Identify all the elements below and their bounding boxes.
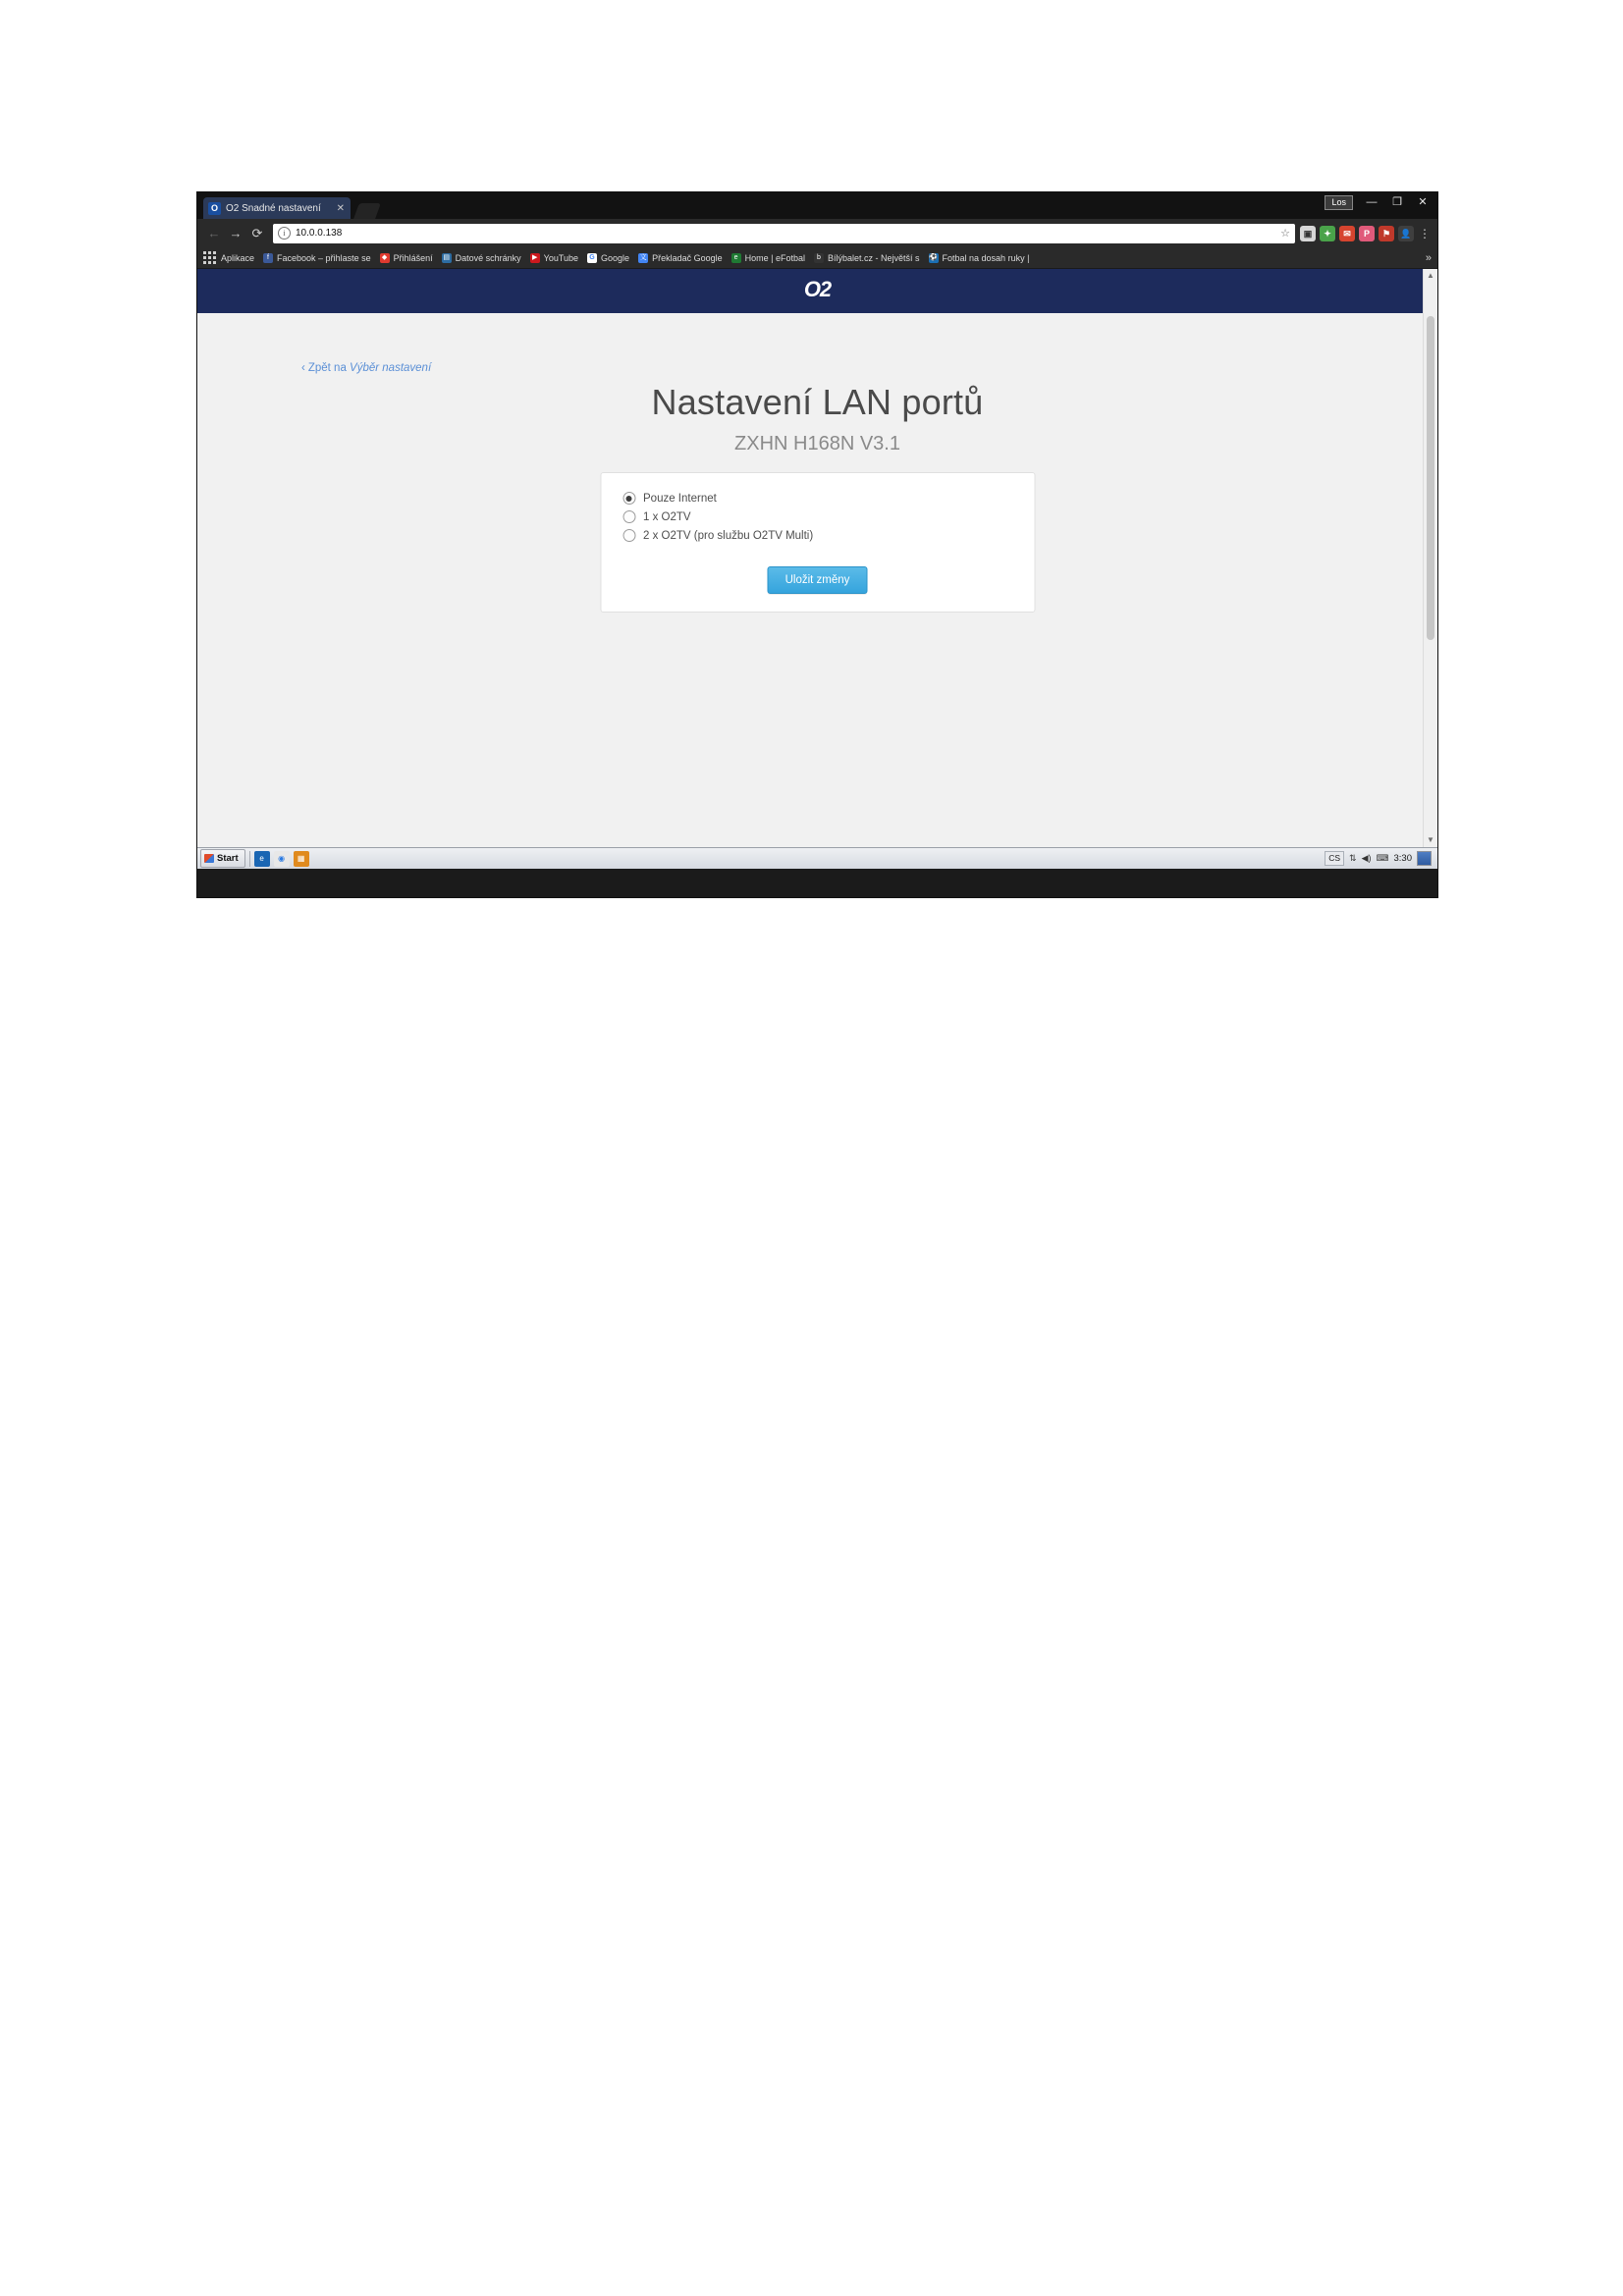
efotbal-icon: e bbox=[731, 253, 741, 263]
system-tray bbox=[1325, 851, 1434, 866]
bookmark-label: Datové schránky bbox=[455, 252, 521, 263]
network-icon[interactable]: ⇅ bbox=[1349, 853, 1357, 863]
bookmark-item[interactable] bbox=[587, 253, 629, 263]
bookmarks-bar bbox=[197, 247, 1437, 269]
bookmark-label: YouTube bbox=[543, 252, 579, 263]
tab-favicon-icon: O bbox=[208, 202, 221, 215]
google-translate-icon: 文 bbox=[639, 253, 647, 261]
page-title: Nastavení LAN portů bbox=[651, 382, 984, 422]
bookmark-item[interactable] bbox=[442, 253, 521, 263]
scrollbar-thumb[interactable] bbox=[1427, 316, 1434, 640]
page-subtitle: ZXHN H168N V3.1 bbox=[734, 433, 900, 454]
minimize-icon[interactable]: — bbox=[1366, 196, 1378, 208]
radio-internet-only[interactable] bbox=[622, 492, 635, 505]
bookmark-label: Přihlášení bbox=[393, 252, 433, 263]
volume-icon[interactable]: ◀) bbox=[1361, 853, 1372, 863]
bookmark-label: Home | eFotbal bbox=[744, 252, 805, 263]
apps-grid-icon[interactable] bbox=[203, 251, 216, 264]
bookmark-item[interactable] bbox=[380, 253, 433, 263]
browser-toolbar bbox=[197, 219, 1437, 247]
reload-icon[interactable]: ⟳ bbox=[251, 225, 263, 240]
google-icon: G bbox=[587, 253, 597, 263]
bookmark-apps-label: Aplikace bbox=[221, 252, 255, 263]
bookmark-label: Google bbox=[601, 252, 630, 263]
bookmark-item[interactable] bbox=[530, 253, 578, 263]
radio-two-o2tv[interactable] bbox=[622, 529, 635, 542]
maximize-icon[interactable]: ❐ bbox=[1392, 196, 1402, 208]
page-scrollbar[interactable] bbox=[1423, 269, 1437, 847]
extensions-area bbox=[1300, 226, 1414, 241]
bookmark-label: Bílýbalet.cz - Největší s bbox=[827, 252, 920, 263]
extension-pocket-icon[interactable]: P bbox=[1359, 226, 1375, 241]
option-label: 1 x O2TV bbox=[643, 510, 691, 523]
taskbar-app-icon[interactable]: ▦ bbox=[294, 851, 309, 867]
extension-mail-icon[interactable]: ✉ bbox=[1339, 226, 1355, 241]
start-button[interactable] bbox=[200, 849, 245, 868]
youtube-icon: ▶ bbox=[530, 253, 540, 263]
taskbar-chrome-icon[interactable]: ◉ bbox=[274, 851, 290, 867]
bookmark-item[interactable] bbox=[814, 253, 920, 263]
login-icon: ◆ bbox=[380, 253, 390, 263]
tab-close-icon[interactable]: ✕ bbox=[336, 202, 345, 214]
tab-title: O2 Snadné nastavení bbox=[226, 202, 321, 214]
language-indicator[interactable]: CS bbox=[1325, 851, 1344, 866]
back-to-settings-link[interactable] bbox=[301, 362, 431, 374]
tab-strip bbox=[197, 192, 382, 219]
save-button-row bbox=[601, 566, 1034, 594]
option-row-internet-only[interactable] bbox=[601, 489, 1034, 507]
lan-ports-card bbox=[600, 472, 1035, 613]
o2-logo-icon[interactable]: O2 bbox=[803, 277, 832, 301]
option-label: 2 x O2TV (pro službu O2TV Multi) bbox=[643, 529, 814, 542]
close-window-icon[interactable]: ✕ bbox=[1418, 196, 1428, 208]
bilybalet-icon: b bbox=[814, 253, 824, 263]
browser-tab[interactable] bbox=[203, 197, 351, 219]
bookmark-apps[interactable] bbox=[221, 253, 254, 263]
address-bar-url: 10.0.0.138 bbox=[296, 228, 343, 239]
page-content bbox=[197, 313, 1437, 847]
os-taskbar bbox=[197, 847, 1437, 869]
back-icon[interactable]: ← bbox=[207, 225, 221, 240]
windows-flag-icon bbox=[204, 854, 214, 863]
databox-icon: ▤ bbox=[443, 253, 450, 261]
site-info-icon[interactable]: i bbox=[278, 227, 291, 240]
extension-flag-icon[interactable]: ⚑ bbox=[1379, 226, 1394, 241]
option-row-two-o2tv[interactable] bbox=[601, 526, 1034, 545]
keyboard-icon[interactable]: ⌨ bbox=[1376, 853, 1389, 863]
option-row-one-o2tv[interactable] bbox=[601, 507, 1034, 526]
scroll-up-icon[interactable]: ▲ bbox=[1427, 271, 1434, 280]
forward-icon[interactable]: → bbox=[229, 225, 243, 240]
bookmark-star-icon[interactable]: ☆ bbox=[1280, 228, 1290, 240]
start-button-label: Start bbox=[217, 853, 239, 864]
extension-screenshot-icon[interactable]: ▣ bbox=[1300, 226, 1316, 241]
bookmark-item[interactable] bbox=[638, 253, 723, 263]
bookmark-label: Překladač Google bbox=[652, 252, 723, 263]
extension-puzzle-icon[interactable]: ✦ bbox=[1320, 226, 1335, 241]
show-desktop-button[interactable] bbox=[1417, 851, 1432, 866]
chevron-left-icon: ‹ bbox=[301, 362, 305, 374]
bookmark-label: Fotbal na dosah ruky | bbox=[942, 252, 1030, 263]
back-link-target: Výběr nastavení bbox=[350, 362, 432, 374]
browser-window bbox=[196, 191, 1438, 898]
scroll-down-icon[interactable]: ▼ bbox=[1427, 835, 1434, 844]
bookmark-item[interactable] bbox=[263, 253, 371, 263]
save-changes-button[interactable]: Uložit změny bbox=[768, 566, 868, 594]
site-header bbox=[197, 269, 1437, 313]
page-viewport bbox=[197, 269, 1437, 847]
bookmarks-overflow-icon[interactable]: » bbox=[1425, 251, 1432, 264]
window-session-label: Los bbox=[1325, 195, 1353, 210]
browser-menu-icon[interactable]: ⋮ bbox=[1419, 226, 1431, 240]
bookmark-item[interactable] bbox=[929, 253, 1030, 263]
taskbar-separator bbox=[249, 851, 250, 867]
extension-profile-icon[interactable]: 👤 bbox=[1398, 226, 1414, 241]
bookmark-label: Facebook – přihlaste se bbox=[277, 252, 371, 263]
radio-one-o2tv[interactable] bbox=[622, 510, 635, 523]
facebook-icon: f bbox=[263, 253, 273, 263]
fotbal-icon: ⚽ bbox=[929, 253, 938, 261]
bookmark-item[interactable] bbox=[731, 253, 805, 263]
taskbar-ie-icon[interactable]: e bbox=[254, 851, 270, 867]
option-label: Pouze Internet bbox=[643, 492, 717, 505]
back-link-prefix: Zpět na bbox=[307, 362, 351, 374]
taskbar-clock[interactable]: 3:30 bbox=[1393, 853, 1412, 864]
address-bar[interactable] bbox=[273, 224, 1295, 243]
window-controls bbox=[1325, 193, 1435, 211]
new-tab-button[interactable] bbox=[352, 197, 382, 219]
browser-title-bar bbox=[197, 192, 1437, 219]
